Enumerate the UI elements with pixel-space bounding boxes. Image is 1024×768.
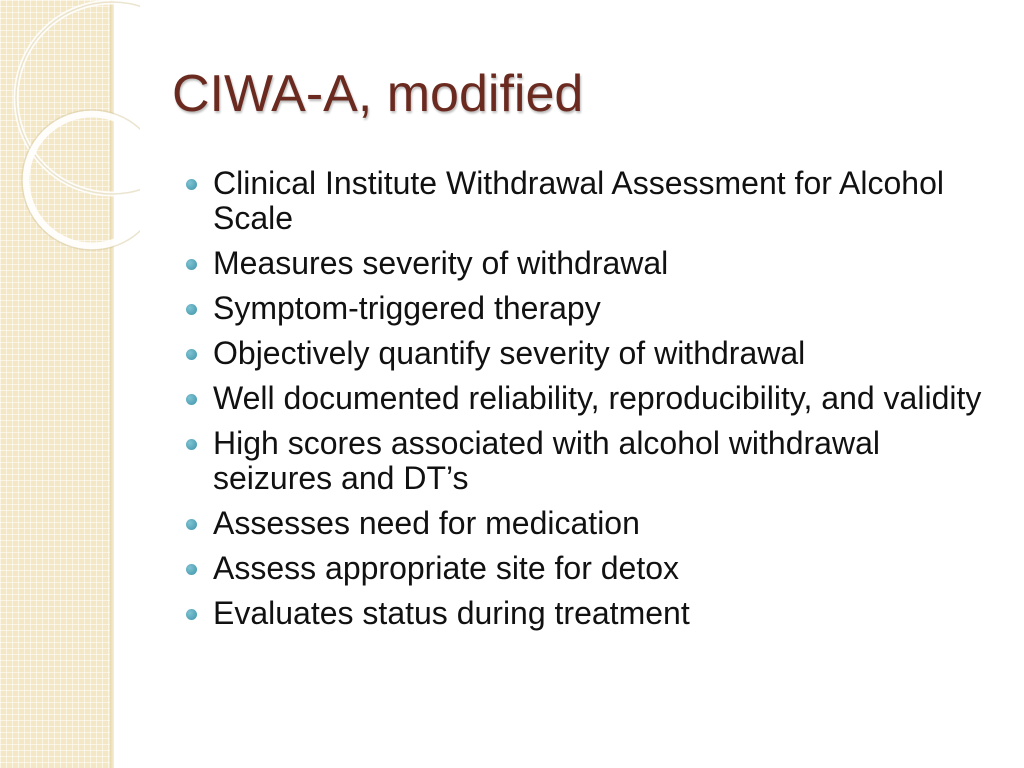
bullet-text: Clinical Institute Withdrawal Assessment for Alcohol Scale (213, 165, 944, 236)
bullet-text: Objectively quantify severity of withdrawal (213, 335, 806, 371)
decorative-circle-large-shadow (16, 2, 140, 194)
slide-title: CIWA-A, modified (172, 65, 584, 123)
bullet-dot-icon (186, 564, 197, 575)
bullet-text: Symptom-triggered therapy (213, 290, 601, 326)
bullet-dot-icon (186, 394, 197, 405)
decorative-circle-small (26, 114, 140, 246)
bullet-dot-icon (186, 609, 197, 620)
bullet-text: Assess appropriate site for detox (213, 550, 680, 586)
bullet-text: Measures severity of withdrawal (213, 245, 669, 281)
bullet-dot-icon (186, 179, 197, 190)
bullet-dot-icon (186, 519, 197, 530)
bullet-dot-icon (186, 304, 197, 315)
decorative-circle-large (16, 2, 140, 194)
bullet-item (186, 291, 986, 326)
bullet-dot-icon (186, 439, 197, 450)
bullet-item (186, 596, 986, 631)
bullet-item (186, 426, 986, 496)
bullet-item (186, 166, 986, 236)
bullet-item (186, 551, 986, 586)
bullet-text: Well documented reliability, reproducibility, and validity (213, 380, 982, 416)
decorative-circles (0, 0, 140, 270)
bullet-dot-icon (186, 259, 197, 270)
bullet-text: Evaluates status during treatment (213, 595, 690, 631)
bullet-item (186, 381, 986, 416)
bullet-dot-icon (186, 349, 197, 360)
bullet-text: Assesses need for medication (213, 505, 640, 541)
decorative-circle-small-shadow (22, 110, 140, 250)
bullet-item (186, 506, 986, 541)
bullet-text: High scores associated with alcohol withdrawal seizures and DT’s (213, 425, 880, 496)
bullet-item (186, 336, 986, 371)
bullet-list (186, 166, 986, 641)
bullet-item (186, 246, 986, 281)
